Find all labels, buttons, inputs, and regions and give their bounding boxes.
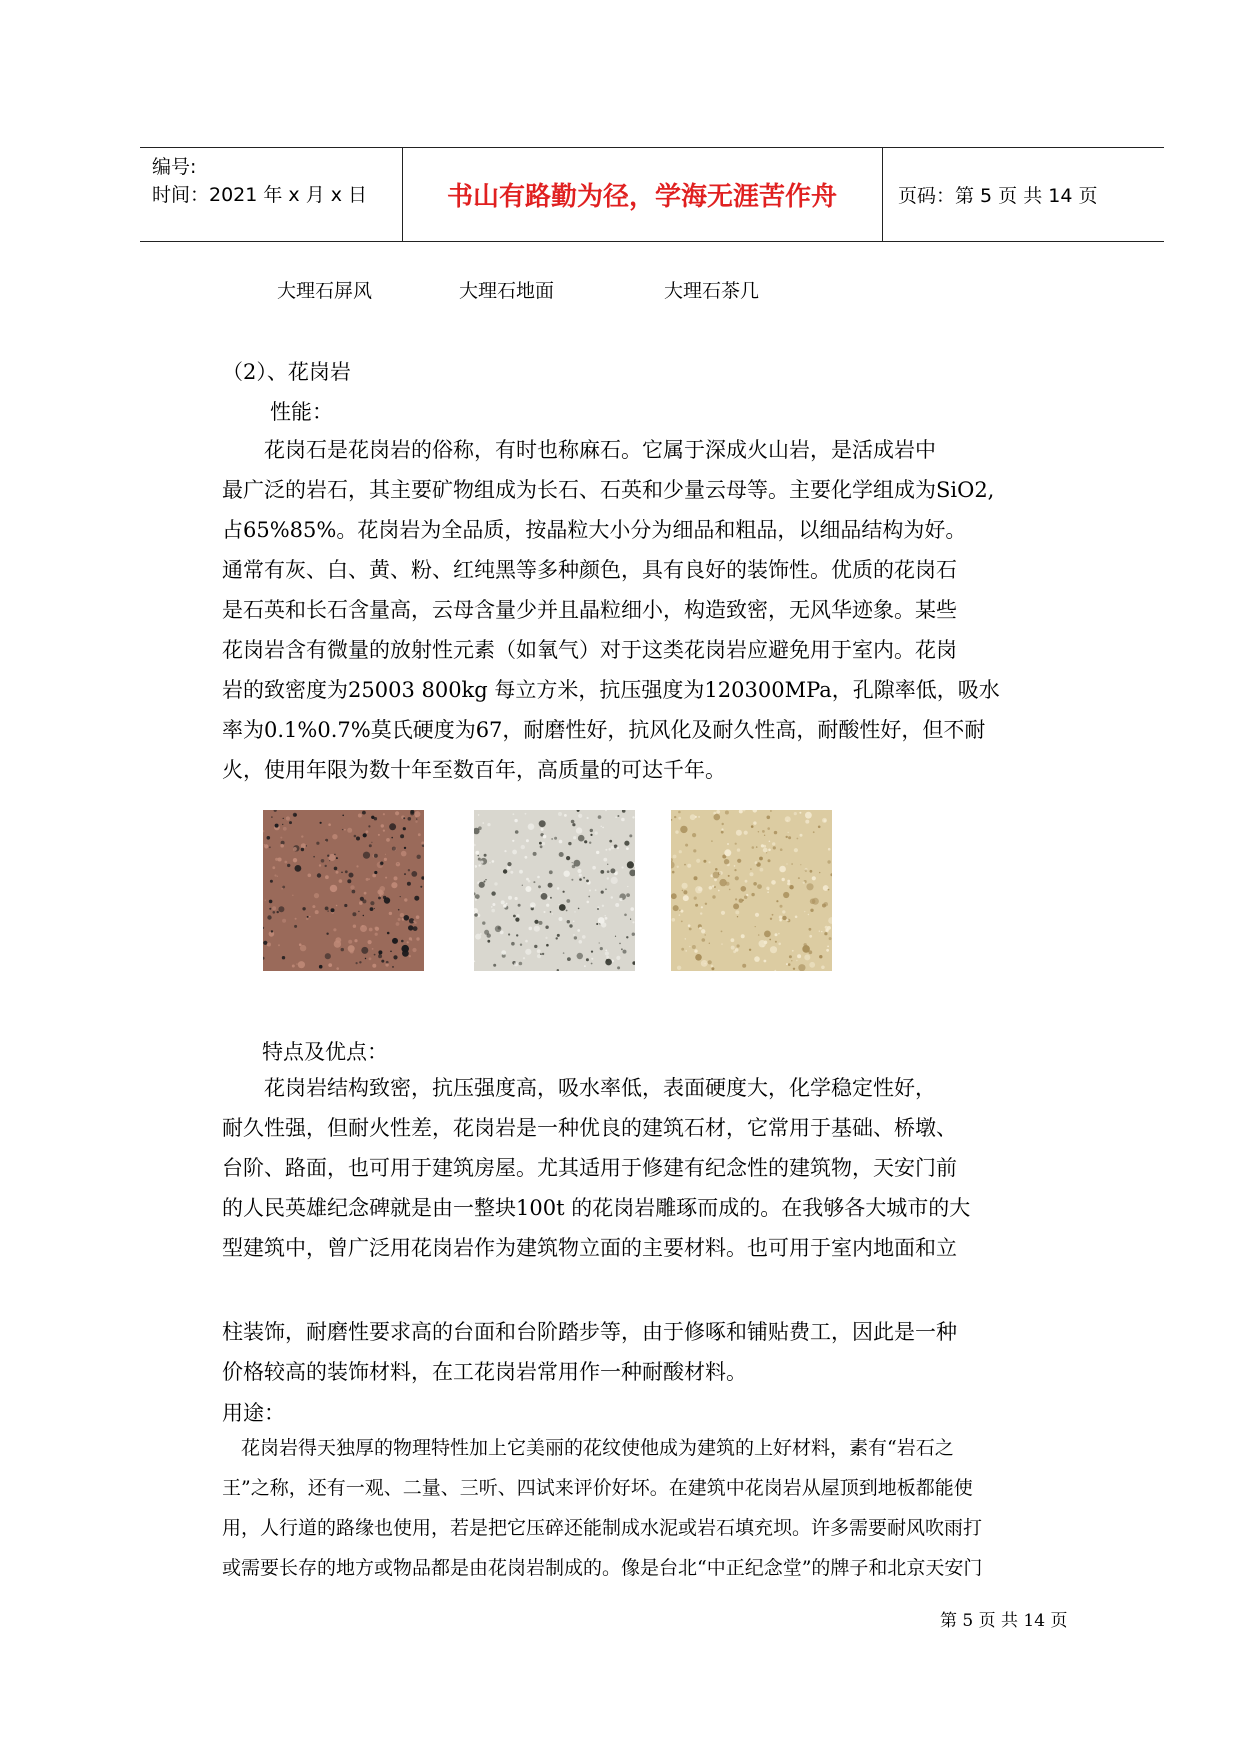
paragraph-line: 耐久性强，但耐火性差，花岗岩是一种优良的建筑石材，它常用于基础、桥墩、 (222, 1116, 957, 1140)
header-divider (882, 148, 883, 241)
date-label: 时间：2021 年 x 月 x 日 (152, 184, 368, 206)
paragraph-line: 花岗石是花岗岩的俗称，有时也称麻石。它属于深成火山岩，是活成岩中 (222, 438, 936, 462)
performance-paragraph (222, 430, 1084, 790)
caption-marble-floor: 大理石地面 (459, 280, 555, 302)
page-footer: 第 5 页 共 14 页 (940, 1611, 1068, 1631)
serial-label: 编号: (152, 156, 197, 178)
paragraph-line: 价格较高的装饰材料，在工花岗岩常用作一种耐酸材料。 (222, 1360, 747, 1384)
paragraph-line: 花岗岩得天独厚的物理特性加上它美丽的花纹使他成为建筑的上好材料，素有“岩石之 (222, 1437, 954, 1459)
features-paragraph-continued (222, 1312, 1084, 1392)
paragraph-line: 型建筑中，曾广泛用花岗岩作为建筑物立面的主要材料。也可用于室内地面和立 (222, 1236, 957, 1260)
section-title: （2）、花岗岩 (222, 360, 351, 384)
stone-texture (474, 810, 635, 971)
paragraph-line: 最广泛的岩石，其主要矿物组成为长石、石英和少量云母等。主要化学组成为SiO2, (222, 478, 995, 502)
white-granite-image (474, 810, 635, 971)
paragraph-line: 王”之称，还有一观、二量、三听、四试来评价好坏。在建筑中花岗岩从屋顶到地板都能使 (222, 1477, 973, 1499)
header-left (152, 148, 402, 241)
header-motto: 书山有路勤为径，学海无涯苦作舟 (446, 182, 837, 212)
caption-marble-screen: 大理石屏风 (277, 280, 373, 302)
paragraph-line: 花岗岩含有微量的放射性元素（如氧气）对于这类花岗岩应避免用于室内。花岗 (222, 638, 957, 662)
paragraph-line: 通常有灰、白、黄、粉、红纯黑等多种颜色，具有良好的装饰性。优质的花岗石 (222, 558, 957, 582)
yellow-granite-image (671, 810, 832, 971)
paragraph-line: 率为0.1%0.7%莫氏硬度为67，耐磨性好，抗风化及耐久性高，耐酸性好，但不耐 (222, 718, 986, 742)
paragraph-line: 是石英和长石含量高，云母含量少并且晶粒细小，构造致密，无风华迹象。某些 (222, 598, 957, 622)
paragraph-line: 的人民英雄纪念碑就是由一整块100t 的花岗岩雕琢而成的。在我够各大城市的大 (222, 1196, 971, 1220)
stone-texture (671, 810, 832, 971)
page-header (140, 147, 1164, 242)
caption-marble-table: 大理石茶几 (664, 280, 760, 302)
uses-paragraph (222, 1428, 1084, 1588)
stone-texture (263, 810, 424, 971)
paragraph-line: 台阶、路面，也可用于建筑房屋。尤其适用于修建有纪念性的建筑物，天安门前 (222, 1156, 957, 1180)
red-granite-image (263, 810, 424, 971)
features-heading: 特点及优点： (262, 1040, 388, 1064)
paragraph-line: 用，人行道的路缘也使用，若是把它压碎还能制成水泥或岩石填充坝。许多需要耐风吹雨打 (222, 1517, 983, 1539)
performance-heading: 性能： (270, 400, 333, 424)
features-paragraph (222, 1068, 1084, 1268)
paragraph-line: 柱装饰，耐磨性要求高的台面和台阶踏步等，由于修啄和铺贴费工，因此是一种 (222, 1320, 957, 1344)
paragraph-line: 或需要长存的地方或物品都是由花岗岩制成的。像是台北“中正纪念堂”的牌子和北京天安门 (222, 1557, 983, 1579)
paragraph-line: 岩的致密度为25003 800kg 每立方米，抗压强度为120300MPa，孔隙率低，吸水 (222, 678, 1000, 702)
uses-heading: 用途： (222, 1401, 285, 1425)
paragraph-line: 火，使用年限为数十年至数百年，高质量的可达千年。 (222, 758, 726, 782)
paragraph-line: 占65%85%。花岗岩为全品质，按晶粒大小分为细品和粗品，以细品结构为好。 (222, 518, 967, 542)
header-page-label: 页码：第 5 页 共 14 页 (898, 185, 1098, 207)
paragraph-line: 花岗岩结构致密，抗压强度高，吸水率低，表面硬度大，化学稳定性好， (222, 1076, 936, 1100)
